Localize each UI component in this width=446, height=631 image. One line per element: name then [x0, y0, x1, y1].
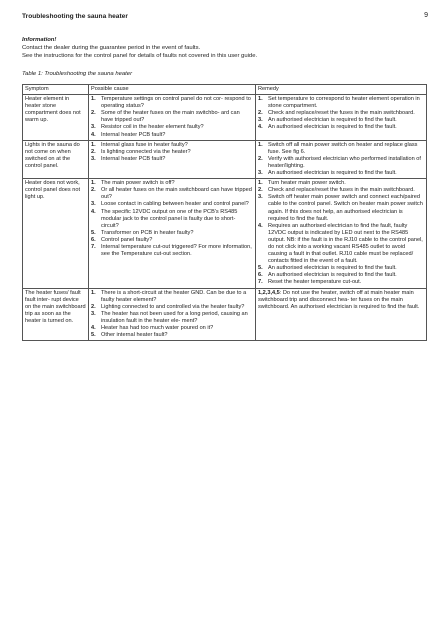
- remedy-text: Check and replace/reset the fuses in the main switchboard.: [268, 110, 415, 117]
- symptom-cell: Lights in the sauna do not come on when switched on at the control panel.: [23, 140, 89, 178]
- cause-text: Internal heater PCB fault?: [101, 131, 166, 138]
- cause-text: The heater has not been used for a long period, causing an insulation fault in the heater ele- ment?: [101, 310, 248, 324]
- table-caption: Table 1: Troubleshooting the sauna heater: [22, 71, 133, 77]
- cause-text: Internal glass fuse in heater faulty?: [101, 141, 188, 148]
- cause-cell: [89, 288, 256, 341]
- remedy-text: Switch off all main power switch on heater and replace glass fuse. See fig 6.: [268, 141, 418, 155]
- page-number: 9: [424, 12, 428, 19]
- cause-text: Transformer on PCB in heater faulty?: [101, 229, 194, 236]
- remedy-text: An authorised electrician is required to find the fault.: [268, 124, 397, 131]
- information-title: Information!: [22, 37, 57, 43]
- list-item: 4. Internal heater PCB fault?: [91, 132, 253, 139]
- remedy-text: : Do not use the heater, switch off at main heater main switchboard trip and disconnect hea- ter fuses on the main switchboard. An authorised electrician is required to find the fault.: [258, 289, 420, 310]
- cause-text: Heater has had too much water poured on it?: [101, 325, 214, 331]
- remedy-text: An authorised electrician is required to find the fault.: [268, 272, 397, 279]
- cause-text: Is lighting connected via the heater?: [101, 148, 191, 155]
- remedy-text: Verify with authorised electrician who performed installation of heater/lighting.: [268, 155, 421, 169]
- list-item: 1. Temperature settings on control panel do not cor- respond to operating status?: [91, 96, 253, 110]
- information-note: [22, 36, 424, 60]
- list-item: 1. Internal glass fuse in heater faulty?: [91, 142, 253, 149]
- list-item: 1. Turn heater main power switch.: [258, 180, 424, 187]
- remedy-cell: [256, 179, 427, 288]
- remedy-text: An authorised electrician is required to find the fault.: [268, 170, 397, 177]
- list-item: 4. The specific 12VDC output on one of the PCB's RS485 modular jack to the control panel is faulty due to short-circuit?: [91, 209, 253, 230]
- cause-text: The specific 12VDC output on one of the PCB's RS485 modular jack to the control panel is faulty due to short-circuit?: [101, 208, 238, 229]
- cause-text: The main power switch is off?: [101, 180, 175, 187]
- remedy-text: Requires an authorised electrician to find the fault, faulty 12VDC output is indicated by LED out next to the RS485 output. NB: if the fault is in the RJ10 cable to the control panel, do not click into a working vacant RS485 outlet to avoid causing a fault in that outlet. RJ10 cable must be replaced/ contacts fitted in the event of a fault.: [268, 222, 423, 265]
- table-row: [23, 179, 427, 288]
- information-line: Contact the dealer during the guarantee period in the event of faults.: [22, 45, 201, 51]
- list-item: 6. Control panel faulty?: [91, 237, 253, 244]
- table-row: [23, 95, 427, 141]
- list-item: 7. Internal temperature cut-out triggered? For more information, see the Temperature cut-out section.: [91, 243, 252, 258]
- table-row: [23, 288, 427, 341]
- list-item: 5. Transformer on PCB in heater faulty?: [91, 230, 253, 237]
- troubleshooting-table: [22, 84, 427, 341]
- list-item: 4. Heater has had too much water poured on it?: [91, 325, 253, 332]
- list-item: 3. An authorised electrician is required to find the fault.: [258, 170, 424, 177]
- cause-text: Resistor coil in the heater element faulty?: [101, 124, 204, 131]
- remedy-text: An authorised electrician is required to find the fault.: [268, 265, 397, 272]
- symptom-cell: Heater element in heater stone compartment does not warm up.: [23, 95, 89, 141]
- header-symptom: Symptom: [23, 85, 89, 95]
- cause-text: Lighting connected to and controlled via the heater faulty?: [101, 303, 245, 310]
- list-item: 4. Requires an authorised electrician to find the fault, faulty 12VDC output is indicated by LED out next to the RS485 output. NB: if the fault is in the RJ10 cable to the control panel, do not click into a working vacant RS485 outlet to avoid causing a fault in that outlet. RJ10 cable must be replaced/ contacts fitted in the event of a fault.: [258, 222, 423, 265]
- list-item: 1. Switch off all main power switch on heater and replace glass fuse. See fig 6.: [258, 142, 424, 156]
- list-item: 4. An authorised electrician is required to find the fault.: [258, 124, 424, 131]
- remedy-text: Switch off heater main power switch and connect each/paired cable to the control panel. Switch on heater main power switch again. If this does not help, an authorised electrician is required to find the fault.: [268, 194, 423, 222]
- information-line: See the instructions for the control panel for details of faults not covered in this user guide.: [22, 53, 258, 59]
- list-item: 1. Set temperature to correspond to heater element operation in stone compartment.: [258, 96, 424, 110]
- list-item: 2. Check and replace/reset the fuses in the main switchboard.: [258, 110, 424, 117]
- cause-text: Internal heater PCB fault?: [101, 155, 166, 162]
- cause-text: Some of the heater fuses on the main switchbo- ard can have tripped out?: [101, 110, 240, 124]
- table-row: [23, 140, 427, 178]
- list-item: 3. An authorised electrician is required to find the fault.: [258, 117, 424, 124]
- remedy-text: Set temperature to correspond to heater element operation in stone compartment.: [268, 96, 420, 110]
- list-item: 1. There is a short-circuit at the heater GND. Can be due to a faulty heater element?: [91, 290, 253, 304]
- page-heading: Troubleshooting the sauna heater: [22, 13, 128, 20]
- list-item: 5. Other internal heater fault?: [91, 332, 253, 339]
- remedy-text: Turn heater main power switch.: [268, 180, 346, 187]
- table-header-row: [23, 85, 427, 95]
- list-item: 2. Lighting connected to and controlled via the heater faulty?: [91, 304, 253, 311]
- cause-text: Or all heater fuses on the main switchboard can have tripped out?: [101, 187, 252, 201]
- header-remedy: Remedy: [256, 85, 427, 95]
- list-item: 2. Or all heater fuses on the main switchboard can have tripped out?: [91, 187, 252, 201]
- remedy-prefix: 1,2,3,4,5: [258, 289, 280, 296]
- cause-cell: [89, 179, 256, 288]
- remedy-text: Check and replace/reset the fuses in the main switchboard.: [268, 187, 415, 194]
- list-item: 3. The heater has not been used for a long period, causing an insulation fault in the heater ele- ment?: [91, 311, 253, 325]
- list-item: 2. Verify with authorised electrician who performed installation of heater/lighting.: [258, 156, 424, 170]
- remedy-cell: [256, 140, 427, 178]
- cause-cell: [89, 140, 256, 178]
- cause-text: Loose contact in cabling between heater and control panel?: [101, 201, 249, 208]
- list-item: 3. Loose contact in cabling between heater and control panel?: [91, 201, 253, 208]
- cause-text: Other internal heater fault?: [101, 332, 168, 339]
- list-item: 7. Reset the heater temperature cut-out.: [258, 279, 424, 286]
- list-item: 6. An authorised electrician is required to find the fault.: [258, 272, 424, 279]
- list-item: 5. An authorised electrician is required to find the fault.: [258, 265, 424, 272]
- header-possible-cause: Possible cause: [89, 85, 256, 95]
- list-item: 1. The main power switch is off?: [91, 180, 253, 187]
- remedy-cell: [256, 288, 427, 341]
- list-item: 2. Check and replace/reset the fuses in the main switchboard.: [258, 187, 424, 194]
- list-item: 3. Internal heater PCB fault?: [91, 156, 253, 163]
- cause-cell: [89, 95, 256, 141]
- list-item: 2. Some of the heater fuses on the main switchbo- ard can have tripped out?: [91, 110, 253, 124]
- symptom-cell: Heater does not work, control panel does not light up.: [23, 179, 89, 288]
- cause-text: Internal temperature cut-out triggered? For more information, see the Temperature cut-out section.: [101, 243, 252, 258]
- cause-text: Temperature settings on control panel do not cor- respond to operating status?: [101, 96, 251, 110]
- remedy-text: Reset the heater temperature cut-out.: [268, 279, 362, 286]
- cause-text: There is a short-circuit at the heater GND. Can be due to a faulty heater element?: [101, 289, 247, 303]
- list-item: 3. Resistor coil in the heater element faulty?: [91, 124, 253, 131]
- cause-text: Control panel faulty?: [101, 236, 153, 243]
- symptom-cell: The heater fuses/ fault fault inter- rupt device on the main switchboard trip as soon as the heater is turned on.: [23, 288, 89, 341]
- list-item: 3. Switch off heater main power switch and connect each/paired cable to the control panel. Switch on heater main power switch again. If this does not help, an authorised electrician is required to find the fault.: [258, 194, 423, 222]
- list-item: 2. Is lighting connected via the heater?: [91, 149, 253, 156]
- remedy-text: An authorised electrician is required to find the fault.: [268, 117, 397, 124]
- remedy-cell: [256, 95, 427, 141]
